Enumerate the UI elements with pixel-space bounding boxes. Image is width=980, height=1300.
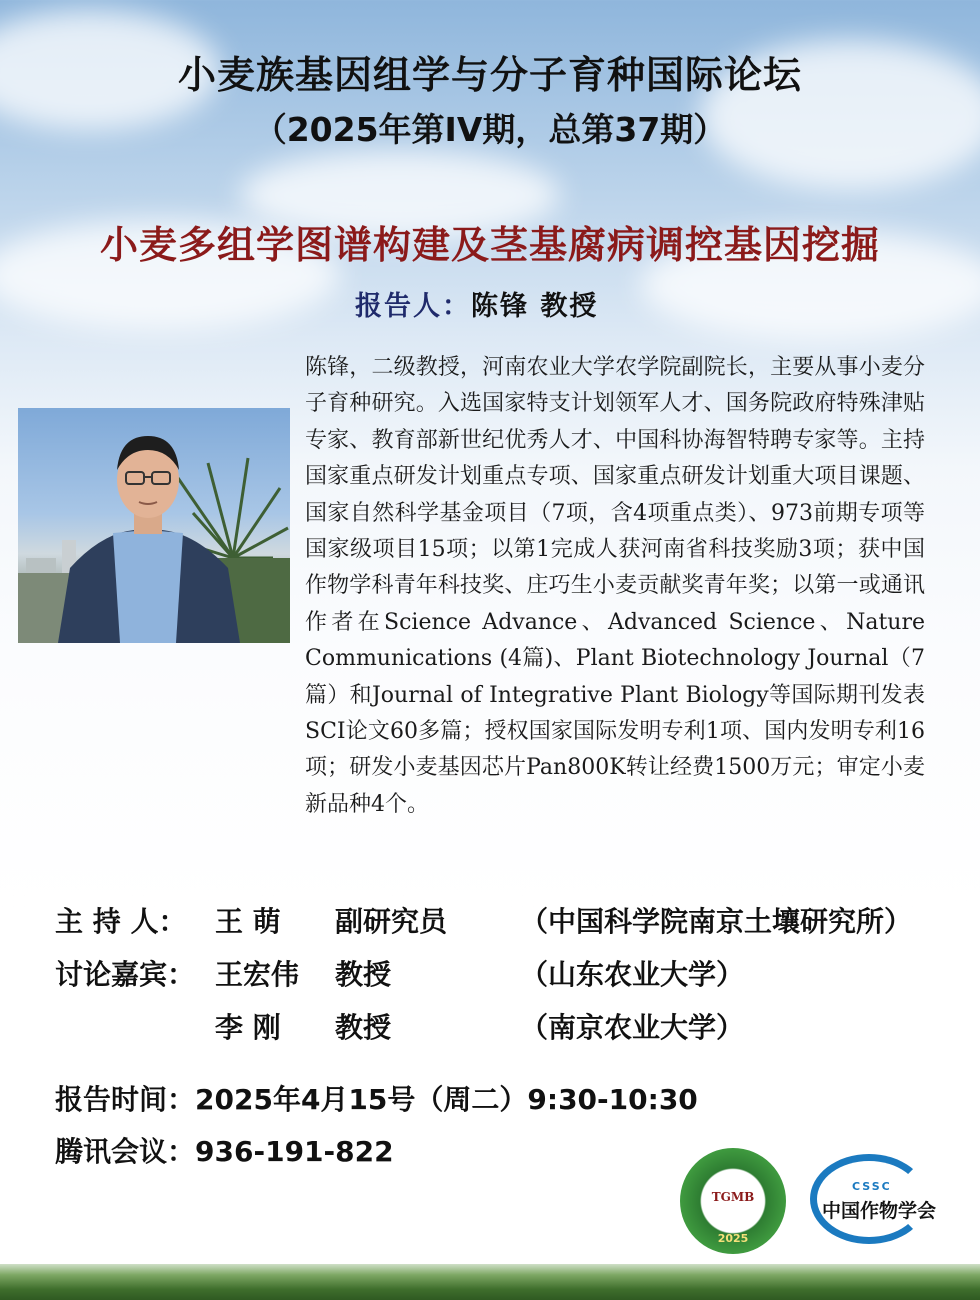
guest-title: 教授 bbox=[335, 958, 392, 991]
host-affiliation: （中国科学院南京土壤研究所） bbox=[520, 905, 913, 938]
host-name: 王 萌 bbox=[215, 905, 281, 938]
guest-name: 李 刚 bbox=[215, 1011, 281, 1044]
tgmb-logo bbox=[680, 1148, 786, 1254]
speaker-bio: 陈锋，二级教授，河南农业大学农学院副院长，主要从事小麦分子育种研究。入选国家特支计划领军人才、国务院政府特殊津贴专家、教育部新世纪优秀人才、中国科协海智特聘专家等。主持国家重点研发计划重点专项、国家重点研发计划重大项目课题、国家自然科学基金项目（7项，含4项重点类）、973前期专项等国家级项目15项；以第1完成人获河南省科技奖励3项；获中国作物学科青年科技奖、庄巧生小麦贡献奖青年奖；以第一或通讯作者在Science Advance、Advanced Science、Nature Communications (4篇)、Plant Biotechnology Journal（7篇）和Journal of Integrative Plant Biology等国际期刊发表SCI论文60多篇；授权国家国际发明专利1项、国内发明专利16项；研发小麦基因芯片Pan800K转让经费1500万元；审定小麦新品种4个。 bbox=[305, 355, 925, 817]
guest-name: 王宏伟 bbox=[215, 958, 300, 991]
speaker-portrait-icon bbox=[18, 408, 290, 643]
cssc-logo bbox=[808, 1152, 938, 1252]
meeting-label: 腾讯会议： bbox=[55, 1135, 196, 1168]
host-label: 主 持 人： bbox=[55, 905, 187, 938]
host-title: 副研究员 bbox=[335, 905, 448, 938]
tgmb-logo-text: TGMB bbox=[711, 1190, 755, 1204]
report-time bbox=[55, 1078, 698, 1118]
reporter-label: 报告人： bbox=[355, 291, 471, 322]
cssc-logo-name: 中国作物学会 bbox=[822, 1200, 937, 1222]
meeting-id: 936-191-822 bbox=[195, 1135, 394, 1168]
cssc-logo-abbr: CSSC bbox=[852, 1180, 892, 1193]
tgmb-logo-year: 2025 bbox=[717, 1232, 749, 1245]
issue-info: （2025年第IV期，总第37期） bbox=[253, 110, 727, 149]
forum-title: 小麦族基因组学与分子育种国际论坛 bbox=[177, 53, 802, 97]
reporter-name: 陈锋 教授 bbox=[471, 291, 599, 322]
report-time-value: 2025年4月15号（周二）9:30-10:30 bbox=[195, 1083, 698, 1116]
report-title: 小麦多组学图谱构建及茎基腐病调控基因挖掘 bbox=[99, 223, 880, 267]
speaker-photo bbox=[18, 408, 290, 643]
reporter-line bbox=[355, 284, 598, 323]
guest-title: 教授 bbox=[335, 1011, 392, 1044]
guest-affiliation: （南京农业大学） bbox=[520, 1011, 745, 1044]
report-time-label: 报告时间： bbox=[55, 1083, 196, 1116]
tencent-meeting bbox=[55, 1130, 394, 1170]
guest-affiliation: （山东农业大学） bbox=[520, 958, 745, 991]
guests-label: 讨论嘉宾： bbox=[55, 958, 196, 991]
wheat-field-image bbox=[0, 1264, 980, 1300]
